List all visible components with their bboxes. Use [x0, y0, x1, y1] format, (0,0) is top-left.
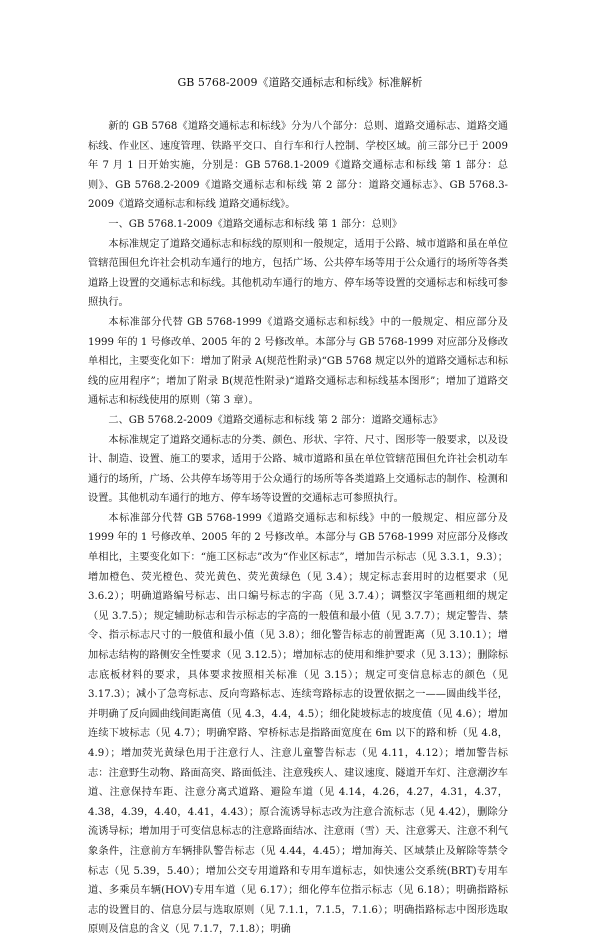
paragraph-part1-scope: 本标准规定了道路交通标志和标线的原则和一般规定，适用于公路、城市道路和虽在单位管辖范围但允许社会机动车通行的地方，包括广场、公共停车场等用于公众通行的场所等各类道路上设置的交通标志和标线。其他机动车通行的地方、停车场等设置的交通标志和标线可参照执行。 [88, 238, 508, 309]
document-title: GB 5768-2009《道路交通标志和标线》标准解析 [177, 76, 423, 89]
paragraph-part1-changes: 本标准部分代替 GB 5768-1999《道路交通标志和标线》中的一般规定、相应部分及 1999 年的 1 号修改单、2005 年的 2 号修改单。本部分与 GB 5768-1999 对应部分及修改单相比，主要变化如下：增加了附录 A(规范性附录)“GB 5768 规定以外的道路交通标志和标线的应用程序”；增加了附录 B(规范性附录)“道路交通标志和标线基本图形”；增加了道路交通标志和标线使用的原则（第 3 章）。 [88, 316, 508, 407]
paragraph-part2-changes: 本标准部分代替 GB 5768-1999《道路交通标志和标线》中的一般规定、相应部分及 1999 年的 1 号修改单、2005 年的 2 号修改单。本部分与 GB 5768-1999 对应部分及修改单相比，主要变化如下：“施工区标志”改为“作业区标志”，增加告示标志（见 3.3.1，9.3）；增加橙色、荧光橙色、荧光黄色、荧光黄绿色（见 3.4）；规定标志套用时的边框要求（见 3.6.2）；明确道路编号标志、出口编号标志的字高（见 3.7.4）；调整汉字笔画粗细的规定（见 3.7.5）；规定辅助标志和告示标志的字高的一般值和最小值（见 3.7.7）；规定警告、禁令、指示标志尺寸的一般值和最小值（见 3.8）；细化警告标志的前置距离（见 3.10.1）；增加标志结构的路侧安全性要求（见 3.12.5）；增加标志的使用和维护要求（见 3.13）；删除标志底板材料的要求，具体要求按照相关标准（见 3.15）；规定可变信息标志的颜色（见 3.17.3）；减小了急弯标志、反向弯路标志、连续弯路标志的设置依据之一——圆曲线半径，并明确了反向圆曲线间距离值（见 4.3，4.4，4.5）；细化陡坡标志的坡度值（见 4.6）；增加连续下坡标志（见 4.7）；明确窄路、窄桥标志是指路面宽度在 6m 以下的路和桥（见 4.8，4.9）；增加荧光黄绿色用于注意行人、注意儿童警告标志（见 4.11，4.12）；增加警告标志：注意野生动物、路面高突、路面低洼、注意残疾人、建议速度、隧道开车灯、注意潮汐车道、注意保持车距、注意分离式道路、避险车道（见 4.14，4.26，4.27，4.31，4.37，4.38，4.39，4.40，4.41，4.43）；原合流诱导标志改为注意合流标志（见 4.42），删除分流诱导标；增加用于可变信息标志的注意路面结冰、注意雨（雪）天、注意雾天、注意不利气象条件，注意前方车辆排队警告标志（见 4.44，4.45）；增加海关、区域禁止及解除等禁令标志（见 5.39，5.40）；增加公交专用道路和专用车道标志，如快速公交系统(BRT)专用车道、多乘员车辆(HOV)专用车道（见 6.17）；细化停车位指示标志（见 6.18）；明确指路标志的设置目的、信息分层与选取原则（见 7.1.1，7.1.5，7.1.6）；明确指路标志中图形选取原则及信息的含义（见 7.1.7，7.1.8）；明确 [88, 512, 508, 936]
section-heading-1: 一、GB 5768.1-2009《道路交通标志和标线 第 1 部分：总则》 [108, 218, 403, 230]
document-body [88, 117, 508, 940]
section-heading-2: 二、GB 5768.2-2009《道路交通标志和标线 第 2 部分：道路交通标志》 [108, 414, 443, 426]
paragraph-part2-scope: 本标准规定了道路交通标志的分类、颜色、形状、字符、尺寸、图形等一般要求，以及设计、制造、设置、施工的要求，适用于公路、城市道路和虽在单位管辖范围但允许社会机动车通行的场所，广场、公共停车场等用于公众通行的场所等各类道路上交通标志的制作、检测和设置。其他机动车通行的地方、停车场等设置的交通标志可参照执行。 [88, 434, 508, 505]
paragraph-intro: 新的 GB 5768《道路交通标志和标线》分为八个部分：总则、道路交通标志、道路交通标线、作业区、速度管理、铁路平交口、自行车和行人控制、学校区域。前三部分已于 2009 年 7 月 1 日开始实施，分别是：GB 5768.1-2009《道路交通标志和标线 第 1 部分：总则》、GB 5768.2-2009《道路交通标志和标线 第 2 部分：道路交通标志》、GB 5768.3-2009《道路交通标志和标线 道路交通标线》。 [88, 121, 508, 211]
